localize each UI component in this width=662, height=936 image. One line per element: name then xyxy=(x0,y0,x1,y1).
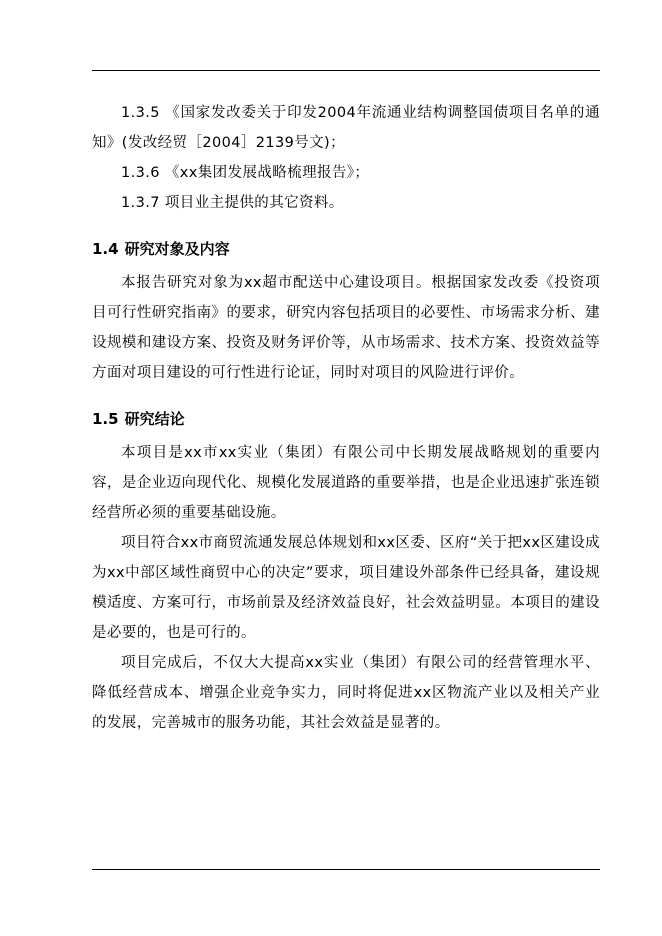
section-title: 研究对象及内容 xyxy=(124,240,230,258)
section-number: 1.4 xyxy=(92,240,119,258)
document-body xyxy=(92,98,600,738)
header-rule xyxy=(92,70,600,71)
paragraph: 本项目是xx市xx实业（集团）有限公司中长期发展战略规划的重要内容，是企业迈向现代化、规模化发展道路的重要举措，也是企业迅速扩张连锁经营所必须的重要基础设施。 xyxy=(92,445,600,521)
section-heading-1-5 xyxy=(92,404,600,434)
list-item-1-3-6: 1.3.6 《xx集团发展战略梳理报告》； xyxy=(121,165,370,181)
paragraph: 项目完成后，不仅大大提高xx实业（集团）有限公司的经营管理水平、降低经营成本、增强企业竞争实力，同时将促进xx区物流产业以及相关产业的发展，完善城市的服务功能，其社会效益是显著的。 xyxy=(92,655,600,731)
section-heading-1-4 xyxy=(92,234,600,264)
section-title: 研究结论 xyxy=(124,410,185,428)
list-item-1-3-7: 1.3.7 项目业主提供的其它资料。 xyxy=(121,195,344,211)
section-number: 1.5 xyxy=(92,410,119,428)
paragraph: 项目符合xx市商贸流通发展总体规划和xx区委、区府“关于把xx区建设成为xx中部区域性商贸中心的决定”要求，项目建设外部条件已经具备，建设规模适度、方案可行，市场前景及经济效益良好，社会效益明显。本项目的建设是必要的，也是可行的。 xyxy=(92,535,600,641)
footer-rule xyxy=(92,869,600,870)
paragraph: 本报告研究对象为xx超市配送中心建设项目。根据国家发改委《投资项目可行性研究指南》的要求，研究内容包括项目的必要性、市场需求分析、建设规模和建设方案、投资及财务评价等，从市场需求、技术方案、投资效益等方面对项目建设的可行性进行论证，同时对项目的风险进行评价。 xyxy=(92,275,600,381)
list-item-1-3-5: 1.3.5 《国家发改委关于印发2004年流通业结构调整国债项目名单的通知》(发改经贸［2004］2139号文)； xyxy=(92,105,600,151)
